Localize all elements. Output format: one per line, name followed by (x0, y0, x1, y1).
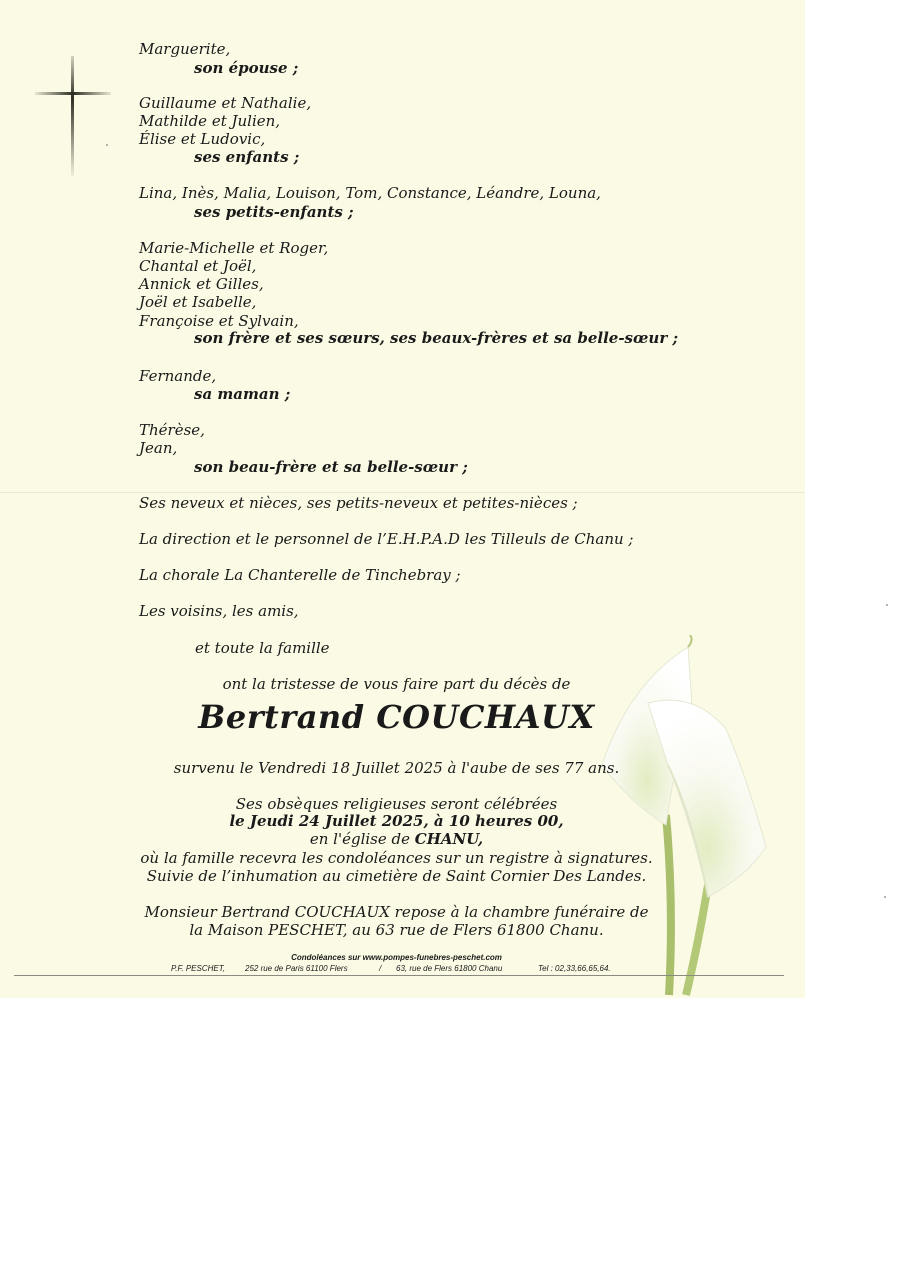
grandchildren-relation: ses petits-enfants ; (194, 203, 354, 221)
death-date: survenu le Vendredi 18 Juillet 2025 à l'aube de ses 77 ans. (173, 759, 620, 777)
sibling-line: Chantal et Joël, (139, 257, 257, 275)
footer-separator: / (379, 964, 382, 973)
child-line: Élise et Ludovic, (139, 130, 266, 148)
child-line: Guillaume et Nathalie, (139, 94, 312, 112)
mother-relation: sa maman ; (194, 385, 291, 403)
mother-name: Fernande, (139, 367, 217, 385)
footer-address-flers: 252 rue de Paris 61100 Flers (245, 964, 348, 973)
church-prefix: en l'église de (309, 830, 415, 848)
inlaw-line: Jean, (139, 439, 178, 457)
child-line: Mathilde et Julien, (139, 112, 281, 130)
rest-line: Monsieur Bertrand COUCHAUX repose à la chambre funéraire de (144, 903, 649, 921)
burial-line: Suivie de l’inhumation au cimetière de Saint Cornier Des Landes. (146, 867, 647, 885)
inlaws-relation: son beau-frère et sa belle-sœur ; (194, 458, 468, 476)
announcement-intro: ont la tristesse de vous faire part du décès de (222, 675, 571, 693)
funeral-church (0, 830, 793, 848)
footer-website: Condoléances sur www.pompes-funebres-peschet.com (291, 953, 502, 962)
cross-icon (35, 56, 115, 178)
spouse-name: Marguerite, (139, 40, 231, 58)
scan-speck (886, 604, 888, 606)
church-place: CHANU, (414, 830, 484, 848)
friends-line: Les voisins, les amis, (139, 602, 299, 620)
grandchildren-names: Lina, Inès, Malia, Louison, Tom, Constance, Léandre, Louna, (139, 184, 601, 202)
funeral-line: Ses obsèques religieuses seront célébrées (235, 795, 558, 813)
family-line: et toute la famille (195, 639, 330, 657)
spouse-relation: son épouse ; (194, 59, 299, 77)
sibling-line: Annick et Gilles, (139, 275, 264, 293)
scan-speck (884, 896, 886, 898)
sibling-line: Françoise et Sylvain, (139, 312, 299, 330)
funeral-date: le Jeudi 24 Juillet 2025, à 10 heures 00, (229, 812, 564, 830)
ehpad-line: La direction et le personnel de l’E.H.P.A.D les Tilleuls de Chanu ; (139, 530, 634, 548)
children-relation: ses enfants ; (194, 148, 300, 166)
nephews-line: Ses neveux et nièces, ses petits-neveux et petites-nièces ; (139, 494, 578, 512)
siblings-relation: son frère et ses sœurs, ses beaux-frères et sa belle-sœur ; (194, 329, 678, 347)
sibling-line: Marie-Michelle et Roger, (139, 239, 329, 257)
fold-line (0, 492, 805, 493)
footer-address-chanu: 63, rue de Flers 61800 Chanu (396, 964, 503, 973)
inlaw-line: Thérèse, (139, 421, 205, 439)
footer-phone: Tel : 02,33,66,65,64. (538, 964, 611, 973)
deceased-name: Bertrand COUCHAUX (198, 698, 595, 736)
footer-divider (14, 975, 784, 976)
scan-speck (106, 144, 108, 146)
choir-line: La chorale La Chanterelle de Tinchebray ; (139, 566, 461, 584)
footer-company: P.F. PESCHET, (171, 964, 226, 973)
condolences-line: où la famille recevra les condoléances sur un registre à signatures. (140, 849, 653, 867)
sibling-line: Joël et Isabelle, (139, 293, 257, 311)
rest-address: la Maison PESCHET, au 63 rue de Flers 61800 Chanu. (189, 921, 604, 939)
